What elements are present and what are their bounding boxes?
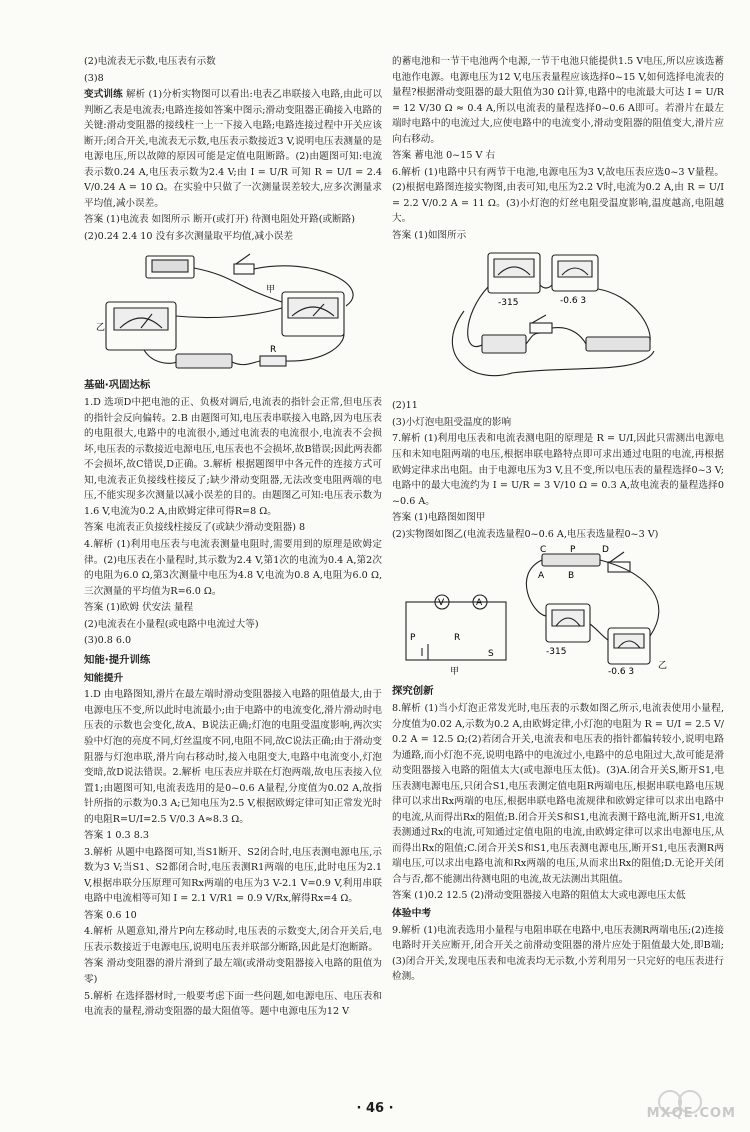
variant-text: 解析 (1)分析实物图可以看出:电表乙串联接入电路,由此可以判断乙表是电流表;电路连接如答案中图示;滑动变阻器正确接入电路的关键:滑动变阻器的接线柱一上一下接入电路;电路连接过程中开关应该断开;闭合开关,电流表无示数,电压表示数接近3 V,说明电压表测量的是电源电压,所以故障的原因可能是定值电阻断路。(2)由题图可知:电流表示数0.24 A,电压表示数为2.4 V;由 I = U/R 可知 R = U/I = 2.4 V/0.24 A = 10 Ω。在实验中只做了一次测量误差较大,应多次测量求平均值,减小误差。 xyxy=(84,89,382,209)
circuit-figure-2 xyxy=(392,245,724,395)
meter-label-b: -0.6 3 xyxy=(560,296,587,307)
label-amp: A xyxy=(476,598,483,609)
cont-answer: 答案 蓄电池 0~15 V 右 xyxy=(392,150,496,162)
basic-answer-3: 答案 电流表正负接线柱接反了(或缺少滑动变阻器) 8 xyxy=(84,522,306,534)
r6-text: 6.解析 (1)电路中只有两节干电池,电源电压为3 V,故电压表应选0~3 V量程。(2)根据电路图连接实物图,由表可知,电压为2.2 V时,电流为0.2 A,由 R = U/I = 2.2 V/0.2 A = 11 Ω。(3)小灯泡的灯丝电阻受温度影响,温度越高,电阻越大。 xyxy=(392,166,724,225)
skill-answer-2: 答案 1 0.3 8.3 xyxy=(84,830,149,842)
right-column xyxy=(392,54,724,1104)
exam-heading: 体验中考 xyxy=(392,907,432,919)
variant-answer: 答案 (1)电流表 如图所示 断开(或打开) 待测电阻处开路(或断路) xyxy=(84,214,356,226)
variant-paragraph xyxy=(84,87,382,211)
label-p: P xyxy=(570,545,576,556)
page-number: · 46 · xyxy=(356,1101,394,1116)
label-r: R xyxy=(270,345,277,356)
circuit-drawing-2 xyxy=(392,245,724,395)
skill-sub: 知能提升 xyxy=(84,672,124,684)
r7-text: 7.解析 (1)利用电压表和电流表测电阻的原理是 R = U/I,因此只需测出电源电压和未知电阻两端的电压,根据串联电路特点即可求出通过电阻的电流,再根据欧姆定律求出电阻。由于电源电压为3 V,且不变,所以电压表的量程选择0~3 V;电路中的最大电流约为 I = U/R = 3 V/10 Ω = 0.3 A,故电流表的量程选择0~0.6 A。 xyxy=(392,433,724,507)
label-d: D xyxy=(602,545,609,556)
left-column xyxy=(84,54,382,1104)
basic-text: 1.D 选项D中把电池的正、负极对调后,电流表的指针会正常,但电压表的指针会反向偏转。2.B 由题图可知,电压表串联接入电路,因为电压表的电阻很大,电路中的电流很小,通过电流表的电流很小,电流表不会损坏,电压表的示数接近电源电压,电压表也不会损坏,故B错误;因此两表都不会损坏,故C错误,D正确。3.解析 根据题图甲中各元件的连接方式可知,电流表正负接线柱接反了;缺少滑动变阻器,无法改变电阻两端的电压,不能实现多次测量以减小误差的目的。由题图乙可知:电压表示数为1.6 V,电流为0.2 A,由欧姆定律可得R=8 Ω。 xyxy=(84,397,382,517)
label-yi: 乙 xyxy=(96,323,106,334)
meter-label-n1: -315 xyxy=(546,647,567,658)
r6-answer: 答案 (1)如图所示 xyxy=(392,229,467,241)
top-line-2: (3)8 xyxy=(84,72,104,84)
skill-answer-4: 答案 滑动变阻器的滑片滑到了最左端(或滑动变阻器接入电路的阻值为零) xyxy=(84,958,382,985)
r8-text: 8.解析 (1)当小灯泡正常发光时,电压表的示数如图乙所示,电流表使用小量程,分度值为0.02 A,示数为0.2 A,由欧姆定律,小灯泡的电阻为 R = U/I = 2.5 V/0.2 A = 12.5 Ω;(2)若闭合开关,电流表和电压表的指针都偏转较小,说明电路为通路,而小灯泡不亮,说明电路中的电流过小,电路中的总电阻过大,故可能是滑动变阻器接入电路的阻值太大(或电源电压太低)。(3)A.闭合开关S,断开S1,电压表测电源电压,只闭合S1,电压表测定值电阻R两端电压,根据串联电路电压规律可以求出Rx两端的电压,根据串联电路电流规律和欧姆定律可以求出电路中的电流,从而得出Rx的阻值;B.闭合开关S和S1,电流表测干路电流,断开S1,电流表测通过Rx的电流,可知通过定值电阻的电流,由欧姆定律可以求出电源电压,从而得出Rx的阻值;C.闭合开关S和S1,电压表测电源电压,断开S1,电压表测R两端电压,可以求出电路电流和Rx两端的电压,从而求出Rx的阻值;D.无论开关闭合与否,都不能测出待测电阻的电流,故无法测出其阻值。 xyxy=(392,703,724,885)
skill-text: 1.D 由电路图知,滑片在最左端时滑动变阻器接入电路的阻值最大,由于电源电压不变,所以此时电流最小;由于电路中的电流变化,滑片滑动时电压表的示数也会变化,故A、B说法正确;灯泡的电阻受温度影响,两次实验中灯泡的亮度不同,灯丝温度不同,电阻不同,故C说法正确;由于滑动变阻器与灯泡串联,滑片向右移动时,接入电阻变大,电路中电流变小,灯泡变暗,故D说法错误。2.解析 电压表应并联在灯泡两端,故电压表接入位置1;由题图可知,电流表选用的是0~0.6 A量程,分度值为0.02 A,故指针所指的示数为0.3 A;已知电压为2.5 V,根据欧姆定律可知正常发光时的电阻R=U/I=2.5 V/0.3 A≈8.3 Ω。 xyxy=(84,689,382,825)
basic-answer-4: 答案 (1)欧姆 伏安法 量程 xyxy=(84,602,194,614)
explore-heading: 探究创新 xyxy=(392,685,434,698)
meter-label-n2: -0.6 3 xyxy=(608,667,635,678)
circuit-drawing-1 xyxy=(84,246,382,374)
label-v: V xyxy=(438,598,445,609)
skill-text-3: 3.解析 从题中电路图可知,当S1断开、S2闭合时,电压表测电源电压,示数为3 V;当S1、S2都闭合时,电压表测R1两端的电压,此时电压为2.1 V,根据串联分压原理可知Rx两端的电压为3 V-2.1 V=0.9 V,利用串联电路中电流相等可知 I = 2.1 V/R1 = 0.9 V/Rx,解得Rx=4 Ω。 xyxy=(84,846,382,905)
variant-heading: 变式训练 xyxy=(84,89,123,101)
r6-answer-2: (2)11 xyxy=(392,400,418,412)
label-rr: R xyxy=(454,633,461,644)
skill-heading: 知能·提升训练 xyxy=(84,653,151,666)
circuit-figure-3 xyxy=(392,544,724,680)
skill-answer-3: 答案 0.6 10 xyxy=(84,909,137,921)
r9-text: 9.解析 (1)电流表选用小量程与电阻串联在电路中,电压表测R两端电压;(2)连接电路时开关应断开,闭合开关之前滑动变阻器的滑片应处于阻值最大处,即B端;(3)闭合开关,发现电压表和电流表均无示数,小芳利用另一只完好的电压表进行检测。 xyxy=(392,924,724,983)
cont-text: 的蓄电池和一节干电池两个电源,一节干电池只能提供1.5 V电压,所以应该选蓄电池作电源。电源电压为12 V,电压表量程应该选择0~15 V,如何选择电流表的量程?根据滑动变阻器的最大阻值为30 Ω计算,电路中的电流最大可达 I = U/R = 12 V/30 Ω ≈ 0.4 A,所以电流表的量程选择0~0.6 A即可。若滑片在最左端时电路中的电流过大,应使电路中的电流变小,滑动变阻器的阻值变大,滑片应向右移动。 xyxy=(392,56,724,145)
label-jia: 甲 xyxy=(266,285,276,296)
label-jia-3: 甲 xyxy=(450,667,460,678)
basic-text-4: 4.解析 (1)利用电压表与电流表测量电阻时,需要用到的原理是欧姆定律。(2)电压表在小量程时,其示数为2.4 V,第1次的电流为0.4 A,第2次的电阻为6.0 Ω,第3次测量中电压为4.8 V,电流为0.8 A,电阻为6.0 Ω,三次测量的平均值为R=6.0 Ω。 xyxy=(84,539,382,597)
label-a: A xyxy=(538,571,545,582)
skill-text-5: 5.解析 在选择器材时,一般要考虑下面一些问题,如电源电压、电压表和电流表的量程,滑动变阻器的最大阻值等。题中电源电压为12 V xyxy=(84,990,382,1018)
basic-heading: 基础·巩固达标 xyxy=(84,379,151,392)
label-c: C xyxy=(540,545,547,556)
basic-answer-4c: (3)0.8 6.0 xyxy=(84,635,132,647)
label-b: B xyxy=(568,571,575,582)
circuit-drawing-3 xyxy=(392,544,724,680)
watermark-text: MXQE.COM xyxy=(646,1105,736,1121)
skill-text-4: 4.解析 从题意知,滑片P向左移动时,电压表的示数变大,闭合开关后,电压表示数接近于电源电压,说明电压表并联部分断路,因此是灯泡断路。 xyxy=(84,926,382,953)
basic-answer-4b: (2)电流表在小量程(或电路中电流过大等) xyxy=(84,618,259,630)
meter-label-a: -315 xyxy=(498,298,519,309)
r7-answer-2: (2)实物图如图乙(电流表选量程0~0.6 A,电压表选量程0~3 V) xyxy=(392,528,659,540)
r6-answer-3: (3)小灯泡电阻受温度的影响 xyxy=(392,416,512,428)
watermark-logo xyxy=(646,1088,740,1126)
label-s: S xyxy=(488,649,494,660)
label-yi-3: 乙 xyxy=(658,661,668,672)
label-pp: P xyxy=(410,633,416,644)
top-line-1: (2)电流表无示数,电压表有示数 xyxy=(84,56,216,67)
variant-answer-2: (2)0.24 2.4 10 没有多次测量取平均值,减小误差 xyxy=(84,230,293,242)
r7-answer: 答案 (1)电路图如图甲 xyxy=(392,512,486,524)
r8-answer: 答案 (1)0.2 12.5 (2)滑动变阻器接入电路的阻值太大或电源电压太低 xyxy=(392,890,686,902)
circuit-figure-1 xyxy=(84,246,382,374)
